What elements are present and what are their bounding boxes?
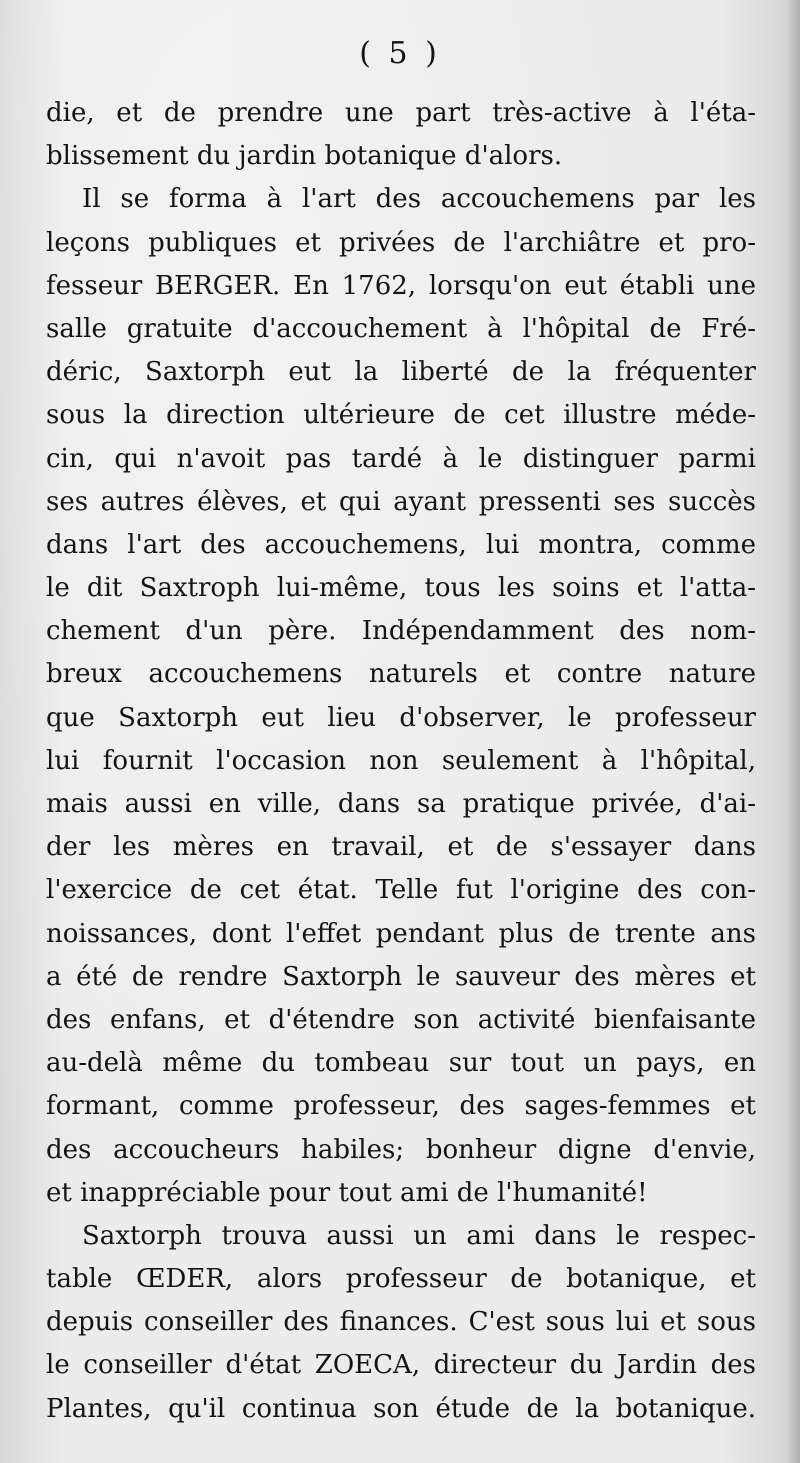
text-line: Il se forma à l'art des accouchemens par les bbox=[82, 184, 756, 215]
text-line: table ŒDER, alors professeur de botanique, et bbox=[46, 1264, 756, 1295]
text-line: formant, comme professeur, des sages-femmes et bbox=[46, 1091, 756, 1122]
text-line: noissances, dont l'effet pendant plus de trente ans bbox=[46, 918, 756, 949]
text-line: breux accouchemens naturels et contre nature bbox=[46, 659, 756, 690]
text-line: der les mères en travail, et de s'essayer dans bbox=[46, 832, 756, 863]
text-line: depuis conseiller des finances. C'est sous lui et sous bbox=[46, 1307, 756, 1338]
text-line: le conseiller d'état ZOECA, directeur du Jardin des bbox=[46, 1350, 756, 1381]
text-line: blissement du jardin botanique d'alors. bbox=[46, 141, 563, 172]
text-line: a été de rendre Saxtorph le sauveur des mères et bbox=[46, 961, 756, 992]
page-number: ( 5 ) bbox=[359, 36, 441, 71]
text-line: l'exercice de cet état. Telle fut l'origine des con- bbox=[46, 875, 756, 906]
text-line: leçons publiques et privées de l'archiâtre et pro- bbox=[46, 227, 756, 258]
text-line: Saxtorph trouva aussi un ami dans le respec- bbox=[82, 1220, 756, 1251]
text-line: salle gratuite d'accouchement à l'hôpital de Fré- bbox=[46, 313, 756, 344]
text-line: sous la direction ultérieure de cet illustre méde- bbox=[46, 400, 756, 431]
page-edge-shadow bbox=[786, 0, 800, 1463]
text-line: lui fournit l'occasion non seulement à l'hôpital, bbox=[46, 745, 756, 776]
body-text bbox=[46, 92, 756, 1431]
text-line: dans l'art des accouchemens, lui montra, comme bbox=[46, 529, 756, 560]
text-line: ses autres élèves, et qui ayant pressenti ses succès bbox=[46, 486, 756, 517]
text-line: et inappréciable pour tout ami de l'humanité! bbox=[46, 1177, 648, 1208]
text-line: au-delà même du tombeau sur tout un pays, en bbox=[46, 1048, 756, 1079]
text-line: chement d'un père. Indépendamment des nom- bbox=[46, 616, 756, 647]
text-line: die, et de prendre une part très-active à l'éta- bbox=[46, 98, 756, 128]
text-line: fesseur BERGER. En 1762, lorsqu'on eut établi une bbox=[46, 270, 756, 301]
text-line: Plantes, qu'il continua son étude de la botanique. bbox=[46, 1393, 756, 1424]
text-line: des enfans, et d'étendre son activité bienfaisante bbox=[46, 1004, 756, 1035]
text-line: déric, Saxtorph eut la liberté de la fréquenter bbox=[46, 357, 756, 388]
text-line: que Saxtorph eut lieu d'observer, le professeur bbox=[46, 702, 756, 733]
text-line: cin, qui n'avoit pas tardé à le distinguer parmi bbox=[46, 443, 756, 474]
text-line: des accoucheurs habiles; bonheur digne d'envie, bbox=[46, 1134, 756, 1165]
text-line: mais aussi en ville, dans sa pratique privée, d'ai- bbox=[46, 789, 756, 819]
text-line: le dit Saxtroph lui-même, tous les soins et l'atta- bbox=[46, 573, 756, 604]
